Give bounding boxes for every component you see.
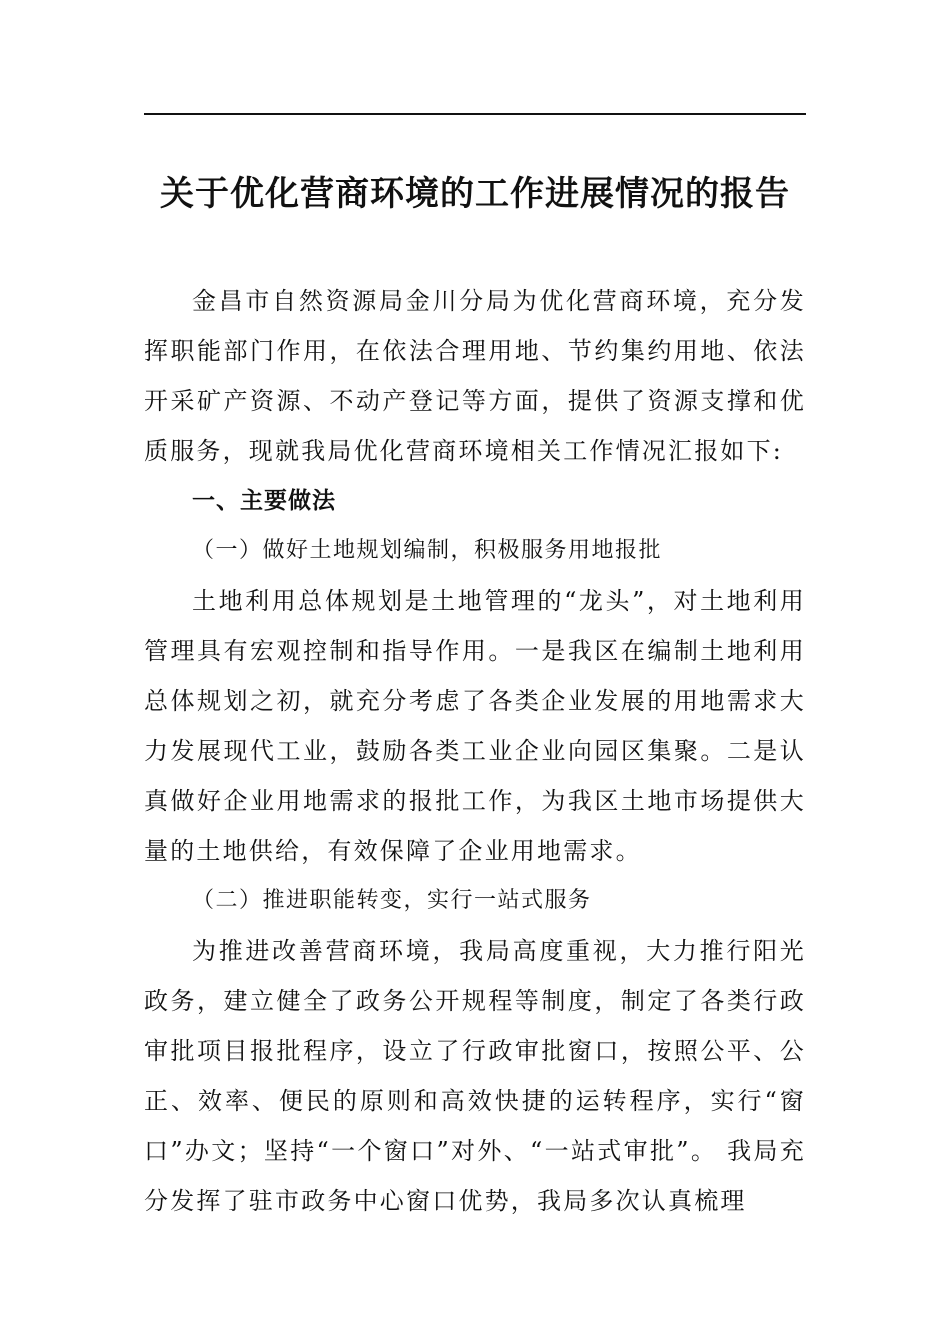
header-rule [144, 113, 806, 115]
one-stop-service-paragraph: 为推进改善营商环境，我局高度重视，大力推行阳光政务，建立健全了政务公开规程等制度，制定了各类行政审批项目报批程序，设立了行政审批窗口，按照公平、公正、效率、便民的原则和高效快捷的运转程序，实行“窗口”办文；坚持“一个窗口”对外、“一站式审批”。 我局充分发挥了驻市政务中心窗口优势，我局多次认真梳理 [144, 937, 806, 1215]
document-title: 关于优化营商环境的工作进展情况的报告 [160, 174, 790, 214]
document-body [144, 276, 806, 1226]
intro-paragraph: 金昌市自然资源局金川分局为优化营商环境，充分发挥职能部门作用，在依法合理用地、节约集约用地、依法开采矿产资源、不动产登记等方面，提供了资源支撑和优质服务，现就我局优化营商环境相关工作情况汇报如下: [144, 287, 806, 465]
land-planning-paragraph: 土地利用总体规划是土地管理的“龙头”，对土地利用管理具有宏观控制和指导作用。一是我区在编制土地利用总体规划之初，就充分考虑了各类企业发展的用地需求大力发展现代工业，鼓励各类工业企业向园区集聚。二是认真做好企业用地需求的报批工作，为我区土地市场提供大量的土地供给，有效保障了企业用地需求。 [144, 587, 806, 865]
subsection-heading-one-stop-service: （二）推进职能转变，实行一站式服务 [192, 888, 592, 913]
subsection-heading-land-planning: （一）做好土地规划编制，积极服务用地报批 [192, 538, 663, 563]
section-heading-main-practices: 一、主要做法 [192, 488, 336, 514]
